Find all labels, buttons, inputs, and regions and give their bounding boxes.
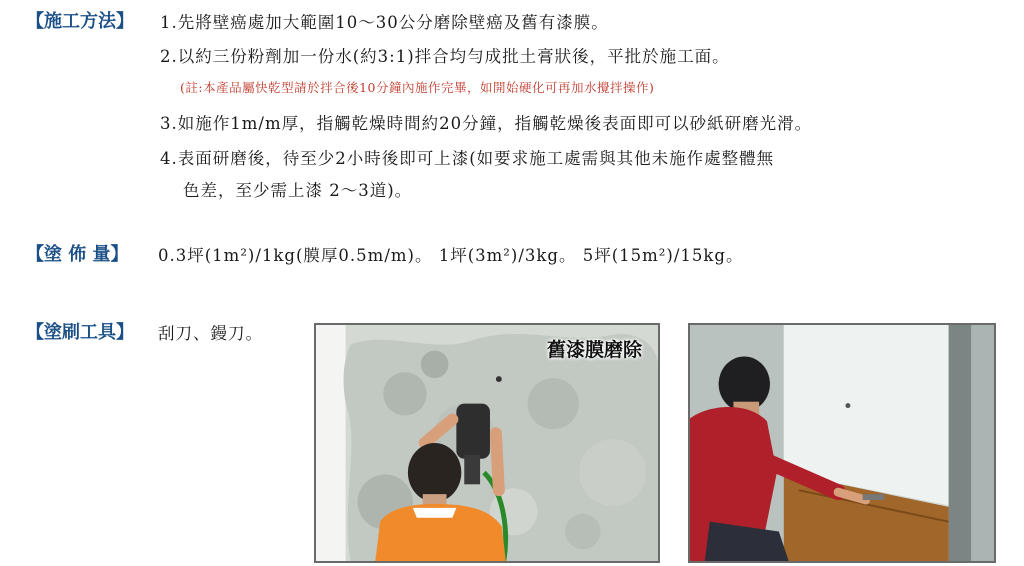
method-step-2: 2.以約三份粉劑加一份水(約3:1)拌合均勻成批土膏狀後，平批於施工面。 bbox=[160, 47, 730, 66]
grinding-photo bbox=[314, 323, 660, 563]
method-step-3: 3.如施作1m/m厚，指觸乾燥時間約20分鐘，指觸乾燥後表面即可以砂紙研磨光滑。 bbox=[160, 114, 813, 133]
method-step-1: 1.先將壁癌處加大範圍10～30公分磨除壁癌及舊有漆膜。 bbox=[160, 13, 609, 32]
applying-photo bbox=[688, 323, 996, 563]
applying-illustration bbox=[690, 325, 994, 561]
tools-text: 刮刀、鏝刀。 bbox=[158, 324, 263, 343]
method-step-4-continued: 色差，至少需上漆 2～3道)。 bbox=[183, 181, 413, 200]
method-step-4: 4.表面研磨後，待至少2小時後即可上漆(如要求施工處需與其他未施作處整體無 bbox=[160, 149, 775, 168]
grinding-photo-caption: 舊漆膜磨除 bbox=[546, 339, 642, 361]
coverage-text: 0.3坪(1m²)/1kg(膜厚0.5m/m)。 1坪(3m²)/3kg。 5坪(15m²)/15kg。 bbox=[158, 246, 744, 265]
coverage-label: 【塗 佈 量】 bbox=[26, 244, 129, 265]
tools-label: 【塗刷工具】 bbox=[26, 322, 134, 343]
method-label: 【施工方法】 bbox=[26, 11, 134, 32]
method-note: (註:本產品屬快乾型請於拌合後10分鐘內施作完畢，如開始硬化可再加水攪拌操作) bbox=[180, 80, 655, 95]
